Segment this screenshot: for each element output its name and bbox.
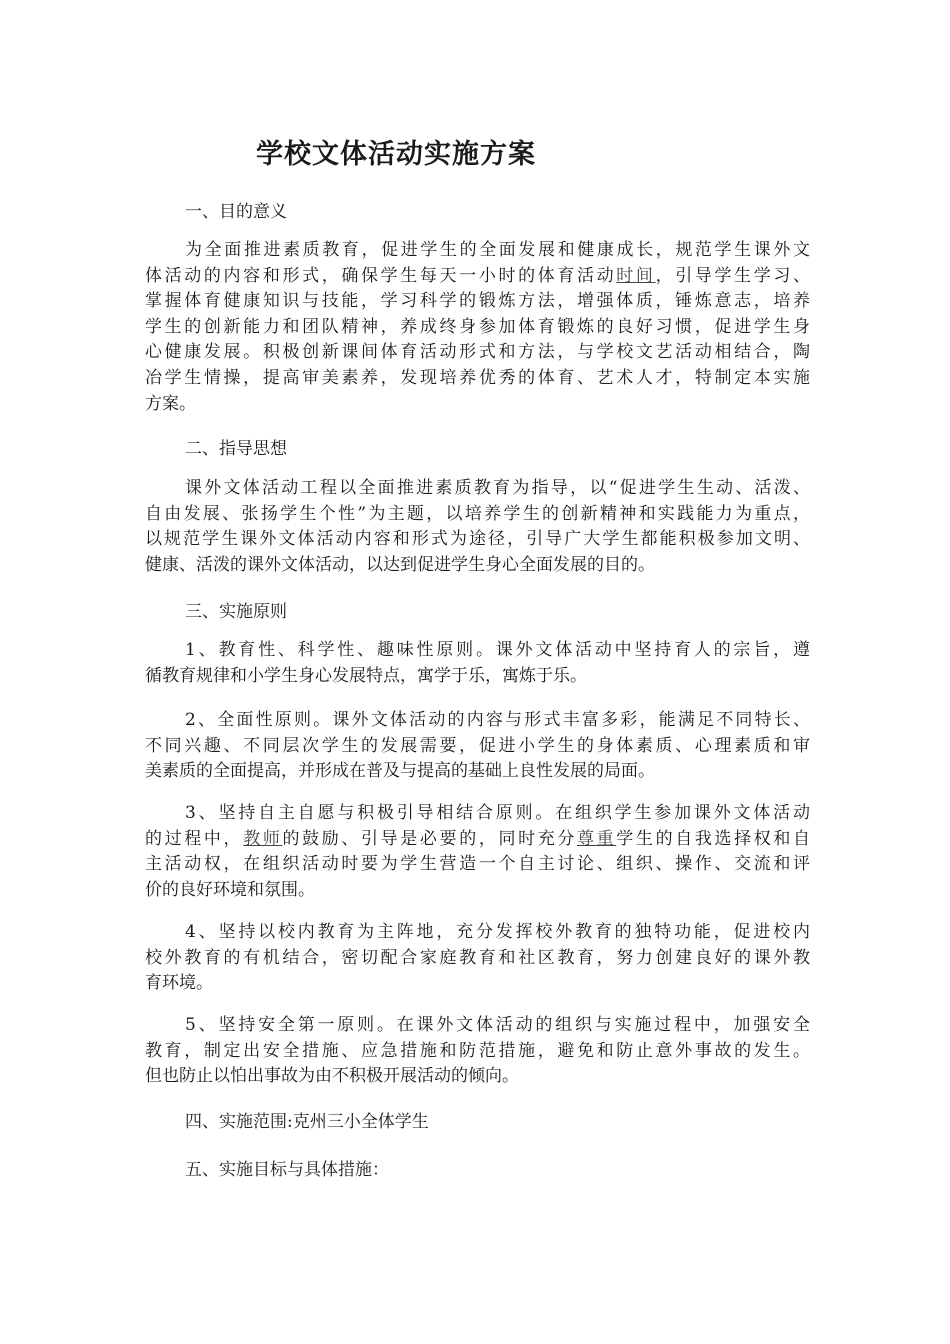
text-line: 不同兴趣、不同层次学生的发展需要，促进小学生的身体素质、心理素质和审 xyxy=(145,735,810,756)
text-line: 但也防止以怕出事故为由不积极开展活动的倾向。 xyxy=(145,1066,519,1087)
text-line: 以规范学生课外文体活动内容和形式为途径，引导广大学生都能积极参加文明、 xyxy=(145,529,810,550)
section-heading-guiding-thought: 二、指导思想 xyxy=(185,439,287,459)
paragraph-principle-2 xyxy=(145,708,810,785)
section-heading-scope: 四、实施范围:克州三小全体学生 xyxy=(185,1112,429,1132)
text-line: 学生的创新能力和团队精神，养成终身参加体育锻炼的良好习惯，促进学生身 xyxy=(145,316,810,337)
paragraph-principle-1 xyxy=(145,638,810,689)
text-line: 方案。 xyxy=(145,393,196,414)
text-span: 的过程中， xyxy=(145,828,244,849)
paragraph-guiding-thought xyxy=(145,476,810,578)
text-span: ，引导学生学习、 xyxy=(655,265,811,286)
text-span: 学生的自我选择权和自 xyxy=(616,828,811,849)
text-line: 主活动权，在组织活动时要为学生营造一个自主讨论、组织、操作、交流和评 xyxy=(145,854,810,875)
text-line: 课外文体活动工程以全面推进素质教育为指导，以“促进学生生动、活泼、 xyxy=(185,478,810,498)
text-line: 2、全面性原则。课外文体活动的内容与形式丰富多彩，能满足不同特长、 xyxy=(185,710,810,730)
paragraph-principle-3 xyxy=(145,801,810,903)
link-teacher[interactable]: 教师 xyxy=(243,828,283,849)
paragraph-principle-5 xyxy=(145,1013,810,1090)
section-heading-goals-measures: 五、实施目标与具体措施： xyxy=(185,1160,389,1180)
text-line: 校外教育的有机结合，密切配合家庭教育和社区教育，努力创建良好的课外教 xyxy=(145,947,810,968)
text-line: 心健康发展。积极创新课间体育活动形式和方法，与学校文艺活动相结合，陶 xyxy=(145,342,810,363)
text-line: 冶学生情操，提高审美素养，发现培养优秀的体育、艺术人才，特制定本实施 xyxy=(145,367,810,388)
text-span: 体活动的内容和形式，确保学生每天一小时的体育活动 xyxy=(145,265,617,286)
text-line: 美素质的全面提高，并形成在普及与提高的基础上良性发展的局面。 xyxy=(145,761,655,782)
text-line: 育环境。 xyxy=(145,973,213,994)
section-heading-principles: 三、实施原则 xyxy=(185,602,287,622)
text-line: 5、坚持安全第一原则。在课外文体活动的组织与实施过程中，加强安全 xyxy=(185,1015,810,1035)
text-line xyxy=(145,264,810,290)
text-line: 3、坚持自主自愿与积极引导相结合原则。在组织学生参加课外文体活动 xyxy=(185,803,810,823)
paragraph-principle-4 xyxy=(145,920,810,997)
text-span: 的鼓励、引导是必要的，同时充分 xyxy=(282,828,578,849)
paragraph-purpose xyxy=(145,238,810,417)
link-time[interactable]: 时间 xyxy=(616,265,656,286)
text-line: 掌握体育健康知识与技能，学习科学的锻炼方法，增强体质，锤炼意志，培养 xyxy=(145,291,810,312)
section-heading-purpose: 一、目的意义 xyxy=(185,202,287,222)
text-line xyxy=(145,827,810,853)
text-line: 自由发展、张扬学生个性”为主题，以培养学生的创新精神和实践能力为重点， xyxy=(145,503,810,524)
text-line: 1、教育性、科学性、趣味性原则。课外文体活动中坚持育人的宗旨，遵 xyxy=(185,640,810,660)
text-line: 4、坚持以校内教育为主阵地，充分发挥校外教育的独特功能，促进校内 xyxy=(185,922,810,942)
link-respect[interactable]: 尊重 xyxy=(577,828,617,849)
text-line: 健康、活泼的课外文体活动，以达到促进学生身心全面发展的目的。 xyxy=(145,554,655,575)
document-title: 学校文体活动实施方案 xyxy=(256,139,536,170)
text-line: 教育，制定出安全措施、应急措施和防范措施，避免和防止意外事故的发生。 xyxy=(145,1040,810,1061)
text-line: 为全面推进素质教育，促进学生的全面发展和健康成长，规范学生课外文 xyxy=(185,240,810,260)
text-line: 循教育规律和小学生身心发展特点，寓学于乐，寓炼于乐。 xyxy=(145,665,587,686)
text-line: 价的良好环境和氛围。 xyxy=(145,879,315,900)
